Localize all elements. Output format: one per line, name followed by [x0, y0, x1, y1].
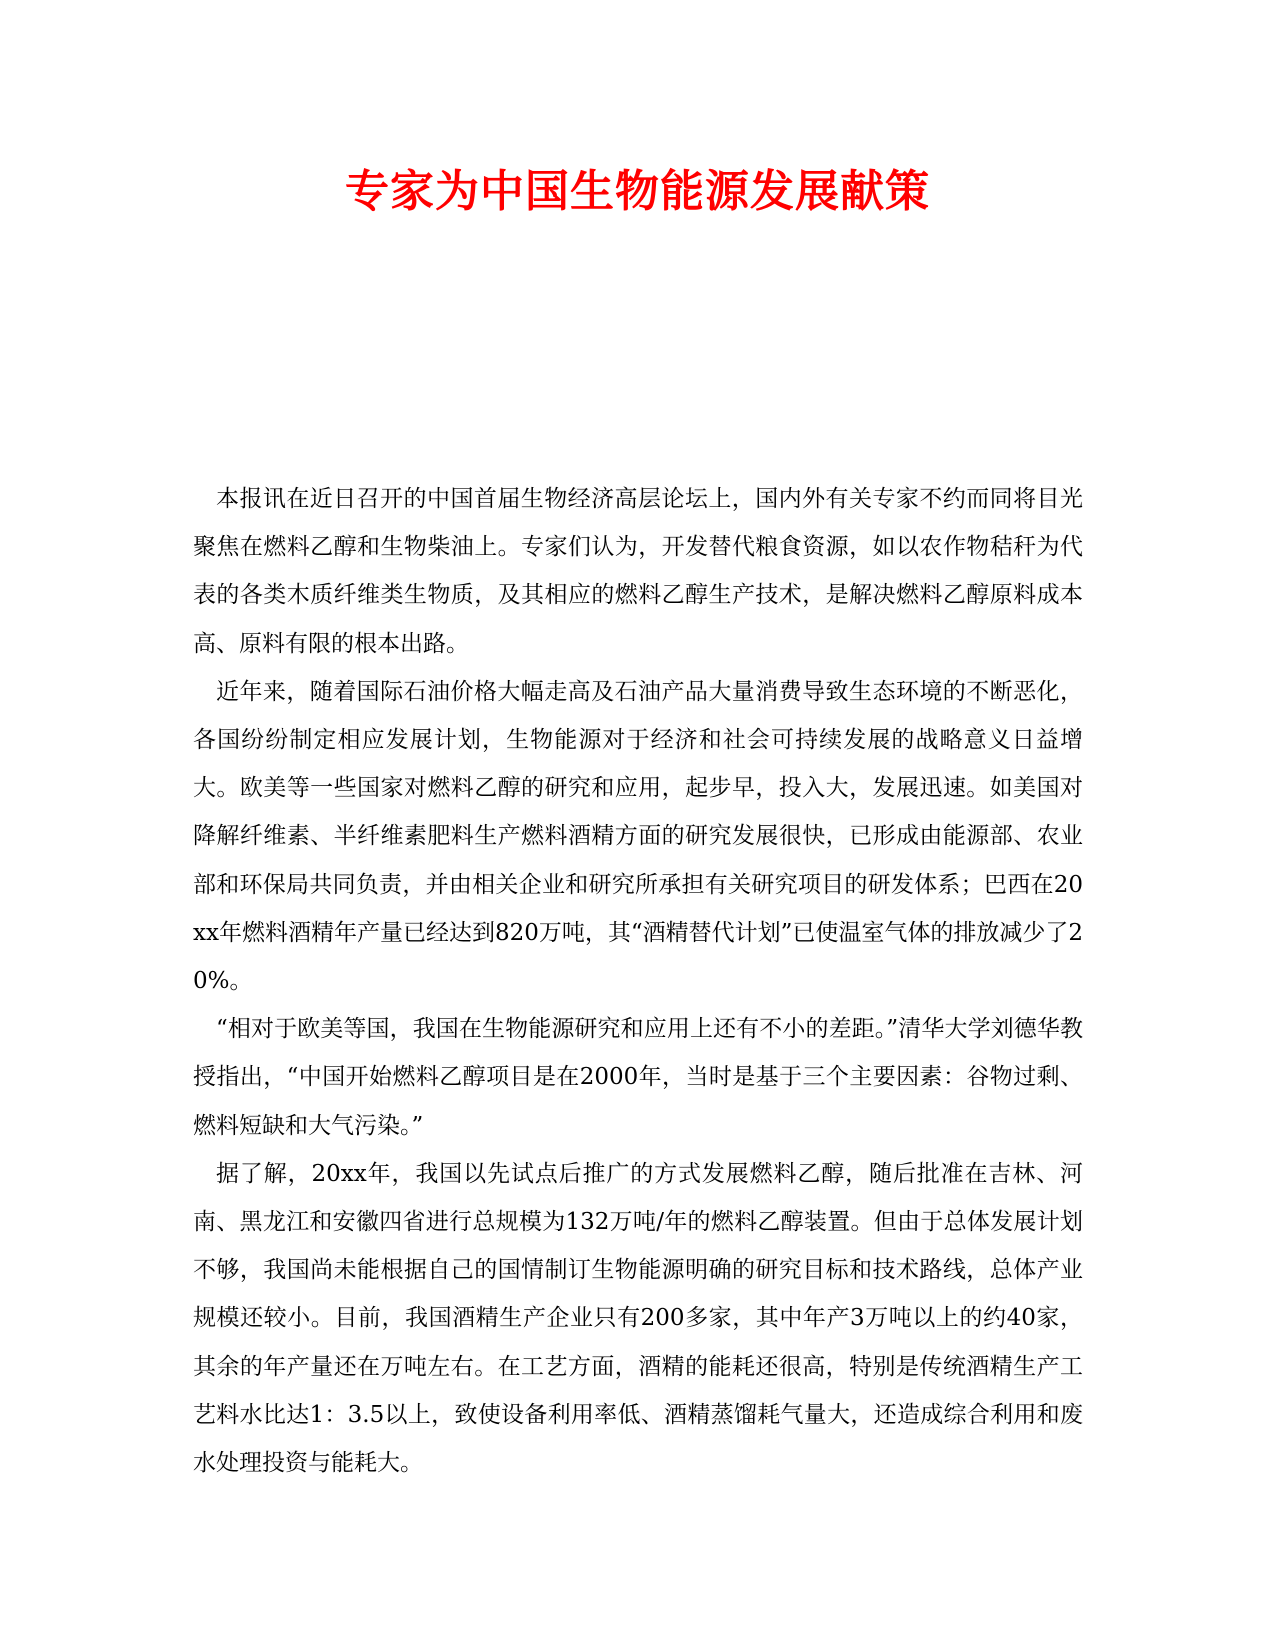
- paragraph-background: 近年来，随着国际石油价格大幅走高及石油产品大量消费导致生态环境的不断恶化，各国纷纷制定相应发展计划，生物能源对于经济和社会可持续发展的战略意义日益增大。欧美等一些国家对燃料乙醇的研究和应用，起步早，投入大，发展迅速。如美国对降解纤维素、半纤维素肥料生产燃料酒精方面的研究发展很快，已形成由能源部、农业部和环保局共同负责，并由相关企业和研究所承担有关研究项目的研发体系；巴西在20xx年燃料酒精年产量已经达到820万吨，其“酒精替代计划”已使温室气体的排放减少了20%。: [193, 678, 1083, 995]
- document-title: 专家为中国生物能源发展献策: [345, 166, 930, 217]
- paragraph-intro: 本报讯在近日召开的中国首届生物经济高层论坛上，国内外有关专家不约而同将目光聚焦在燃料乙醇和生物柴油上。专家们认为，开发替代粮食资源，如以农作物秸秆为代表的各类木质纤维类生物质，及其相应的燃料乙醇生产技术，是解决燃料乙醇原料成本高、原料有限的根本出路。: [193, 486, 1083, 657]
- document-body: [193, 475, 1083, 1487]
- paragraph-domestic-status: 据了解，20xx年，我国以先试点后推广的方式发展燃料乙醇，随后批准在吉林、河南、黑龙江和安徽四省进行总规模为132万吨/年的燃料乙醇装置。但由于总体发展计划不够，我国尚未能根据自己的国情制订生物能源明确的研究目标和技术路线，总体产业规模还较小。目前，我国酒精生产企业只有200多家，其中年产3万吨以上的约40家，其余的年产量还在万吨左右。在工艺方面，酒精的能耗还很高，特别是传统酒精生产工艺料水比达1：3.5以上，致使设备利用率低、酒精蒸馏耗气量大，还造成综合利用和废水处理投资与能耗大。: [193, 1160, 1083, 1477]
- paragraph-quote: “相对于欧美等国，我国在生物能源研究和应用上还有不小的差距。”清华大学刘德华教授指出，“中国开始燃料乙醇项目是在2000年，当时是基于三个主要因素：谷物过剩、燃料短缺和大气污染。”: [193, 1016, 1083, 1139]
